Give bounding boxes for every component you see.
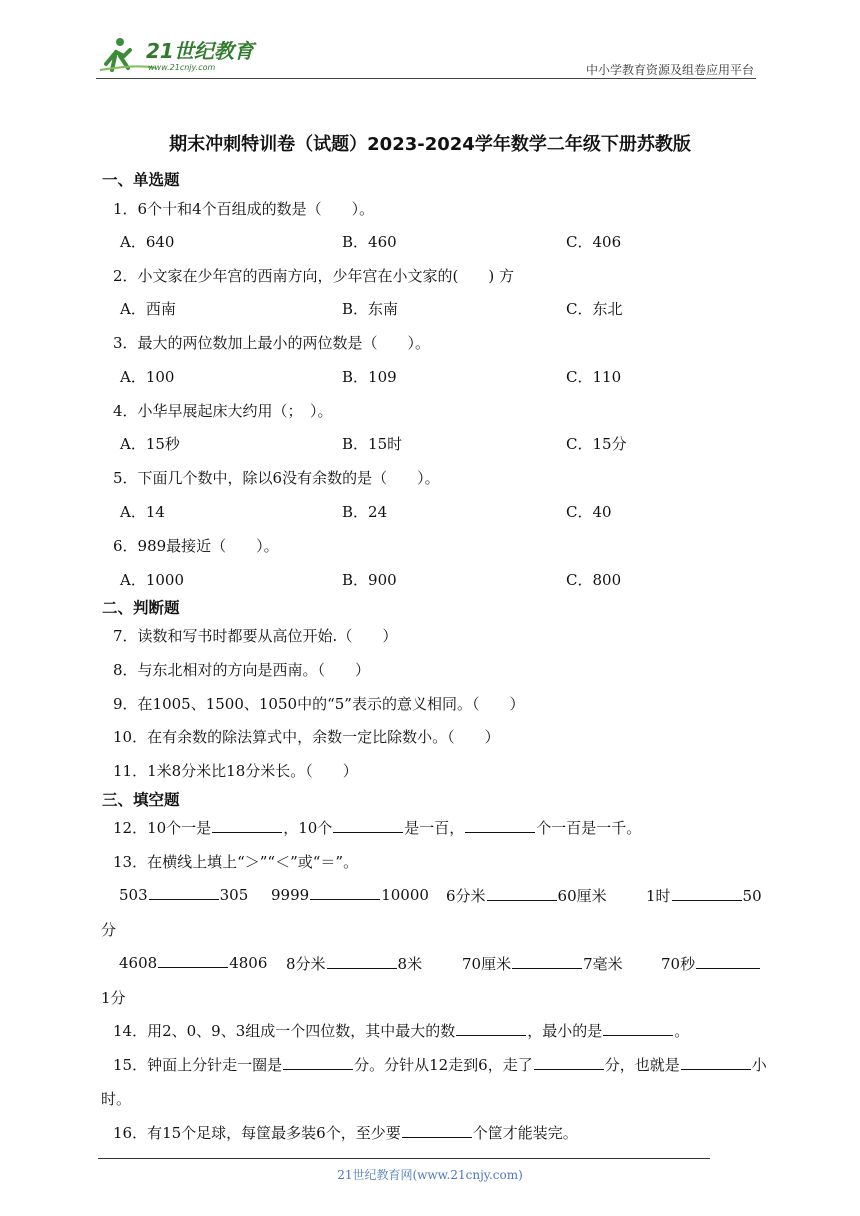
question-1: 1．6个十和4个百组成的数是（ ）。 [113, 200, 375, 218]
option-b: B．460 [342, 233, 397, 251]
page-title: 期末冲刺特训卷（试题）2023-2024学年数学二年级下册苏教版 [169, 134, 691, 155]
footer-link[interactable]: 21世纪教育网(www.21cnjy.com) [337, 1168, 523, 1182]
question-6: 6．989最接近（ ）。 [113, 537, 279, 555]
option-a: A．100 [120, 368, 175, 386]
page-header [96, 30, 756, 79]
comparison-item: 4608 4806 [119, 954, 268, 972]
section-heading: 一、单选题 [102, 171, 180, 189]
option-b: B．东南 [342, 300, 399, 318]
question-5: 5．下面几个数中，除以6没有余数的是（ ）。 [113, 469, 440, 487]
question-15: 15．钟面上分针走一圈是 分。分针从12走到6，走了 分，也就是 小 [113, 1056, 767, 1074]
answer-blank[interactable] [534, 1055, 604, 1070]
answer-blank[interactable] [456, 1021, 526, 1036]
answer-blank[interactable] [402, 1123, 472, 1138]
option-c: C．东北 [566, 300, 623, 318]
comparison-item: 70秒 [661, 953, 761, 974]
question-4: 4．小华早展起床大约用（； ）。 [113, 402, 333, 420]
answer-blank[interactable] [672, 886, 742, 901]
option-a: A．14 [120, 503, 165, 521]
footer-divider [98, 1158, 710, 1159]
comparison-item: 6分米 60厘米 [446, 887, 607, 905]
wrapped-unit: 分 [101, 921, 117, 939]
section-heading: 二、判断题 [102, 599, 180, 617]
question-16: 16．有15个足球，每筐最多装6个，至少要 个筐才能装完。 [113, 1124, 578, 1142]
question-11: 11．1米8分米比18分米长。（ ） [113, 762, 358, 780]
question-7: 7．读数和写书时都要从高位开始.（ ） [113, 627, 398, 645]
answer-blank[interactable] [149, 885, 219, 900]
comparison-item: 70厘米 7毫米 [462, 955, 623, 973]
option-b: B．109 [342, 368, 397, 386]
comparison-item: 8分米 8米 [286, 955, 423, 973]
answer-blank[interactable] [333, 818, 403, 833]
platform-name: 中小学教育资源及组卷应用平台 [585, 63, 754, 77]
question-12: 12．10个一是 ，10个 是一百， 个一百是一千。 [113, 819, 642, 837]
answer-blank[interactable] [158, 953, 228, 968]
answer-blank[interactable] [681, 1055, 751, 1070]
comparison-item: 503 305 [119, 886, 249, 904]
answer-blank[interactable] [696, 954, 760, 969]
option-c: C．40 [566, 503, 612, 521]
question-8: 8．与东北相对的方向是西南。（ ） [113, 661, 371, 679]
question-2: 2．小文家在少年宫的西南方向，少年宫在小文家的( ) 方 [113, 267, 515, 285]
option-b: B．24 [342, 503, 388, 521]
question-3: 3．最大的两位数加上最小的两位数是（ ）。 [113, 334, 431, 352]
answer-blank[interactable] [512, 954, 582, 969]
option-c: C．110 [566, 368, 622, 386]
answer-blank[interactable] [212, 818, 282, 833]
option-a: A．1000 [120, 571, 185, 589]
comparison-item: 1时 50 [646, 887, 762, 905]
question-10: 10．在有余数的除法算式中，余数一定比除数小。（ ） [113, 728, 500, 746]
logo [96, 34, 266, 74]
question-13: 13．在横线上填上“＞”“＜”或“＝”。 [113, 853, 359, 871]
wrapped-unit: 1分 [101, 989, 126, 1007]
question-9: 9．在1005、1500、1050中的“5”表示的意义相同。（ ） [113, 695, 525, 713]
option-a: A．640 [120, 233, 175, 251]
option-c: C．406 [566, 233, 622, 251]
section-heading: 三、填空题 [102, 791, 180, 809]
answer-blank[interactable] [465, 818, 535, 833]
option-b: B．900 [342, 571, 397, 589]
answer-blank[interactable] [310, 885, 380, 900]
logo-text: 21世纪教育 [146, 39, 254, 63]
wrapped-text: 时。 [101, 1090, 132, 1108]
option-a: A．西南 [120, 300, 176, 318]
answer-blank[interactable] [283, 1055, 353, 1070]
logo-url: www.21cnjy.com [148, 63, 216, 72]
answer-blank[interactable] [603, 1021, 673, 1036]
answer-blank[interactable] [327, 954, 397, 969]
option-b: B．15时 [342, 435, 403, 453]
answer-blank[interactable] [487, 886, 557, 901]
option-c: C．800 [566, 571, 622, 589]
comparison-item: 9999 10000 [271, 886, 429, 904]
question-14: 14．用2、0、9、3组成一个四位数，其中最大的数 ，最小的是 。 [113, 1022, 690, 1040]
option-a: A．15秒 [120, 435, 180, 453]
option-c: C．15分 [566, 435, 627, 453]
